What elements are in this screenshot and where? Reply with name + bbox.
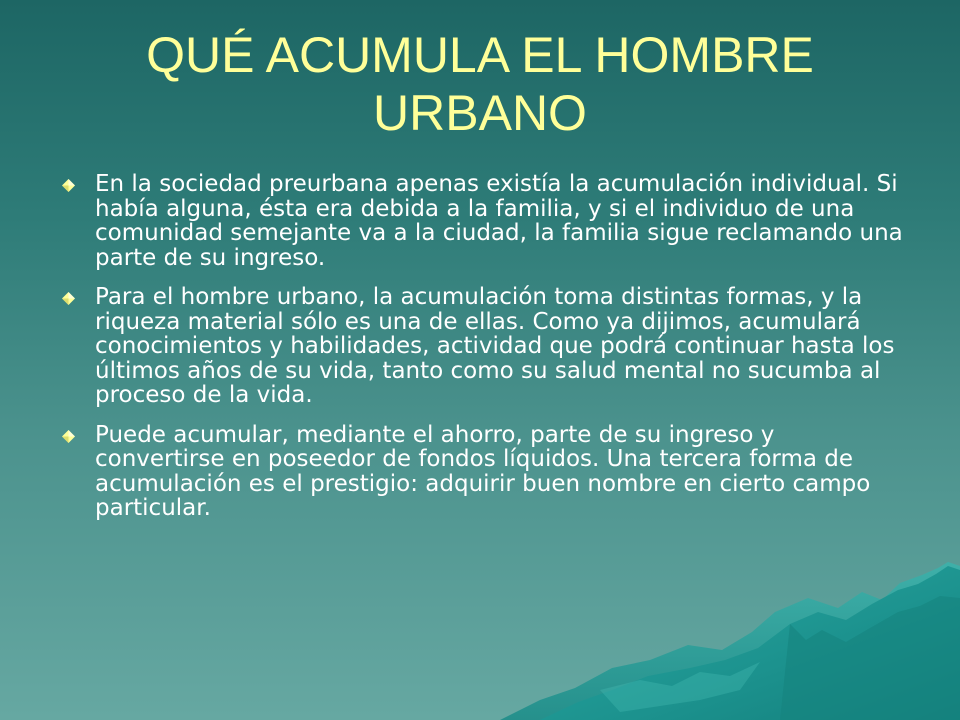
bullet-text: En la sociedad preurbana apenas existía la acumulación individual. Si había alguna, ésta era debida a la familia, y si el individuo de una comunidad semejante va a la ciudad, la familia sigue reclamando una parte de su ingreso.: [95, 171, 903, 271]
bullet-item: [58, 423, 908, 521]
bullet-text: Puede acumular, mediante el ahorro, parte de su ingreso y convertirse en poseedor de fondos líquidos. Una tercera forma de acumulación es el prestigio: adquirir buen nombre en cierto campo particular.: [95, 421, 871, 521]
bullet-text: Para el hombre urbano, la acumulación toma distintas formas, y la riqueza material sólo es una de ellas. Como ya dijimos, acumulará conocimientos y habilidades, actividad que podrá continuar hasta los últimos años de su vida, tanto como su salud mental no sucumba al proceso de la vida.: [95, 284, 895, 408]
bullet-item: [58, 172, 908, 270]
slide-title: QUÉ ACUMULA EL HOMBRE URBANO: [146, 27, 814, 141]
bullet-item: [58, 285, 908, 408]
diamond-bullet-icon: [62, 292, 75, 305]
bullet-list: [58, 172, 908, 536]
diamond-bullet-icon: [62, 179, 75, 192]
diamond-bullet-icon: [62, 430, 75, 443]
